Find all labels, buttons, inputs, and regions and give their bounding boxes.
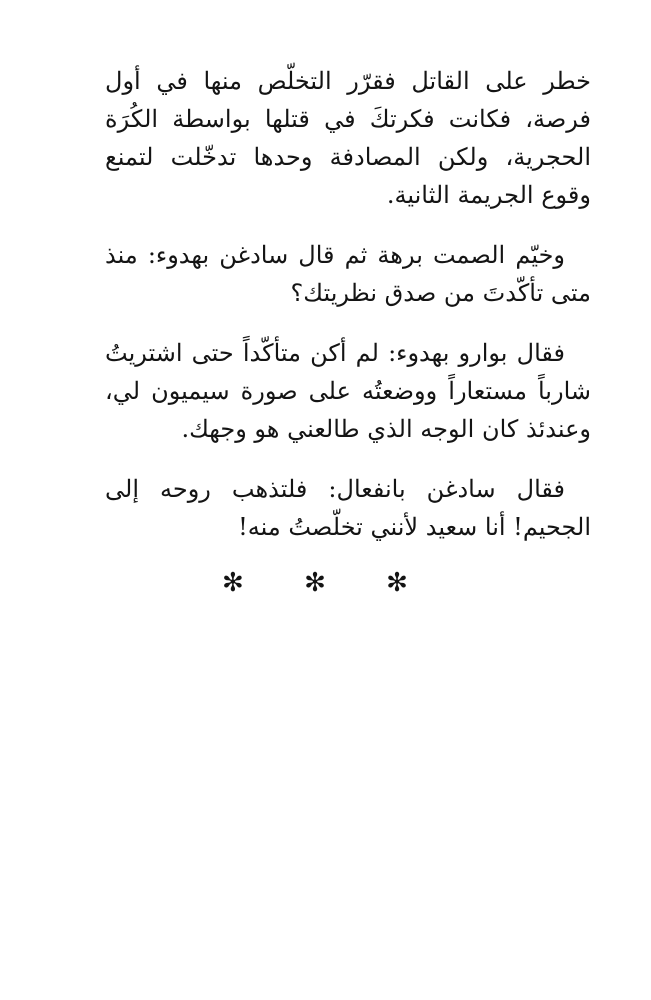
paragraph-3: فقال بوارو بهدوء: لم أكن متأكّداً حتى اشتريتُ شارباً مستعاراً ووضعتُه على صورة سيميون لي، وعندئذ كان الوجه الذي طالعني هو وجهك. [105,339,591,443]
paragraph-4: فقال سادغن بانفعال: فلتذهب روحه إلى الجحيم! أنا سعيد لأنني تخلّصتُ منه! [105,475,591,541]
paragraph-2: وخيّم الصمت برهة ثم قال سادغن بهدوء: منذ متى تأكّدتَ من صدق نظريتك؟ [105,241,591,307]
body-text [105,62,591,546]
section-separator: ✻ ✻ ✻ [222,568,434,598]
paragraph-1: خطر على القاتل فقرّر التخلّص منها في أول فرصة، فكانت فكرتكَ في قتلها بواسطة الكُرَة الحجرية، ولكن المصادفة وحدها تدخّلت لتمنع وقوع الجريمة الثانية. [105,67,591,209]
